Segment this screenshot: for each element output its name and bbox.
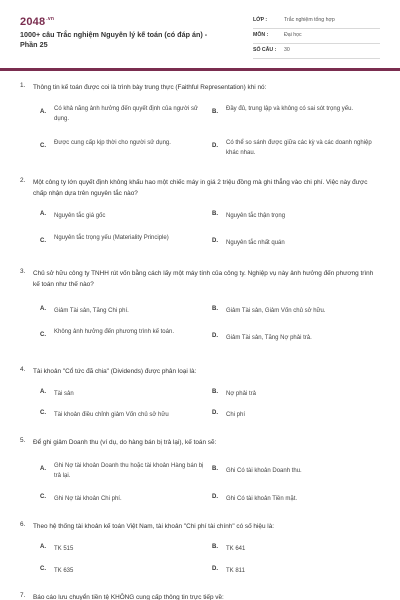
question-text: Một công ty lớn quyết định không khấu hao một chiếc máy in giá 2 triệu đồng mà ghi thẳng vào chi phí. Việc này được chấp nhận dựa trên nguyên tắc nào? <box>33 179 368 197</box>
question-text: Tài khoản "Cổ tức đã chia" (Dividends) được phân loại là: <box>33 368 197 375</box>
option-text: Không ảnh hưởng đến phương trình kế toán. <box>54 329 174 335</box>
option-letter: A. <box>40 544 46 550</box>
option-letter: B. <box>212 544 218 550</box>
option-letter: A. <box>40 306 46 312</box>
meta-table <box>253 14 380 59</box>
option-letter: D. <box>212 333 218 339</box>
option-text: Nguyên tắc thận trọng <box>226 213 286 219</box>
meta-value: Trắc nghiệm tổng hợp <box>284 17 335 23</box>
option-text: Có khả năng ảnh hưởng đến quyết định của người sử dụng. <box>54 106 199 122</box>
option-letter: C. <box>40 238 46 244</box>
option-text: TK 515 <box>54 546 74 552</box>
option-letter: D. <box>212 143 218 149</box>
option-letter: C. <box>40 332 46 338</box>
option-letter: B. <box>212 306 218 312</box>
option-text: TK 811 <box>226 568 245 574</box>
question-number: 3. <box>20 268 26 275</box>
option-text: Ghi Nợ tài khoản Doanh thu hoặc tài khoản Hàng bán bị trả lại. <box>54 463 204 479</box>
question-number: 4. <box>20 366 26 373</box>
meta-value: 30 <box>284 47 290 53</box>
option-letter: B. <box>212 211 218 217</box>
meta-row-class <box>253 14 380 29</box>
option-text: Ghi Có tài khoản Doanh thu. <box>226 468 302 474</box>
question-text: Chủ sở hữu công ty TNHH rút vốn bằng cách lấy một máy tính của công ty. Nghiệp vụ này ảnh hưởng đến phương trình kế toán như thế nào? <box>33 270 374 288</box>
option-letter: C. <box>40 410 46 416</box>
question-number: 2. <box>20 177 26 184</box>
option-letter: C. <box>40 143 46 149</box>
option-text: Tài khoản điều chỉnh giảm Vốn chủ sở hữu <box>54 412 169 418</box>
document-title: 1000+ câu Trắc nghiệm Nguyên lý kế toán (có đáp án) - Phần 25 <box>20 30 208 49</box>
meta-row-count <box>253 44 380 59</box>
option-text: Nguyên tắc nhất quán <box>226 240 285 246</box>
option-letter: C. <box>40 566 46 572</box>
question-text: Để ghi giảm Doanh thu (ví dụ, do hàng bán bị trả lại), kế toán sẽ: <box>33 439 217 446</box>
option-text: Đầy đủ, trung lập và không có sai sót trọng yếu. <box>226 106 354 112</box>
option-letter: A. <box>40 466 46 472</box>
question-text: Thông tin kế toán được coi là trình bày trung thực (Faithful Representation) khi nó: <box>33 84 267 91</box>
option-text: Ghi Có tài khoản Tiền mặt. <box>226 496 298 502</box>
option-letter: D. <box>212 494 218 500</box>
option-text: Giảm Tài sản, Tăng Nợ phải trả. <box>226 335 312 341</box>
option-letter: C. <box>40 494 46 500</box>
option-letter: A. <box>40 389 46 395</box>
meta-label: MÔN : <box>253 32 269 38</box>
option-text: Ghi Nợ tài khoản Chi phí. <box>54 496 122 502</box>
logo-number: 2048 <box>20 16 46 28</box>
option-letter: B. <box>212 389 218 395</box>
option-letter: D. <box>212 410 218 416</box>
option-text: Giảm Tài sản, Tăng Chi phí. <box>54 308 129 314</box>
option-text: Nguyên tắc giá gốc <box>54 213 106 219</box>
document-header <box>0 0 400 68</box>
question-number: 5. <box>20 437 26 444</box>
meta-label: SỐ CÂU : <box>253 47 277 53</box>
option-text: Nợ phải trả <box>226 391 256 397</box>
question-text: Theo hệ thống tài khoản kế toán Việt Nam, tài khoản "Chi phí tài chính" có số hiệu là: <box>33 523 275 530</box>
option-text: Có thể so sánh được giữa các kỳ và các doanh nghiệp khác nhau. <box>226 140 372 156</box>
option-letter: D. <box>212 238 218 244</box>
option-text: Tài sản <box>54 391 74 397</box>
meta-value: Đại học <box>284 32 302 38</box>
question-text: Báo cáo lưu chuyển tiền tệ KHÔNG cung cấp thông tin trực tiếp về: <box>33 594 224 600</box>
option-text: TK 635 <box>54 568 74 574</box>
question-number: 1. <box>20 82 26 89</box>
option-letter: A. <box>40 211 46 217</box>
header-divider <box>0 68 400 71</box>
question-number: 6. <box>20 521 26 528</box>
option-text: TK 641 <box>226 546 246 552</box>
question-number: 7. <box>20 592 26 599</box>
option-letter: D. <box>212 566 218 572</box>
option-text: Chi phí <box>226 412 246 418</box>
option-text: Nguyên tắc trọng yếu (Materiality Principle) <box>54 235 169 241</box>
logo-suffix: .vn <box>46 16 55 22</box>
option-text: Được cung cấp kịp thời cho người sử dụng. <box>54 140 171 146</box>
option-text: Giảm Tài sản, Giảm Vốn chủ sở hữu. <box>226 308 326 314</box>
option-letter: A. <box>40 109 46 115</box>
option-letter: B. <box>212 109 218 115</box>
option-letter: B. <box>212 466 218 472</box>
meta-label: LỚP : <box>253 17 268 23</box>
site-logo[interactable] <box>20 16 54 28</box>
meta-row-subject <box>253 29 380 44</box>
